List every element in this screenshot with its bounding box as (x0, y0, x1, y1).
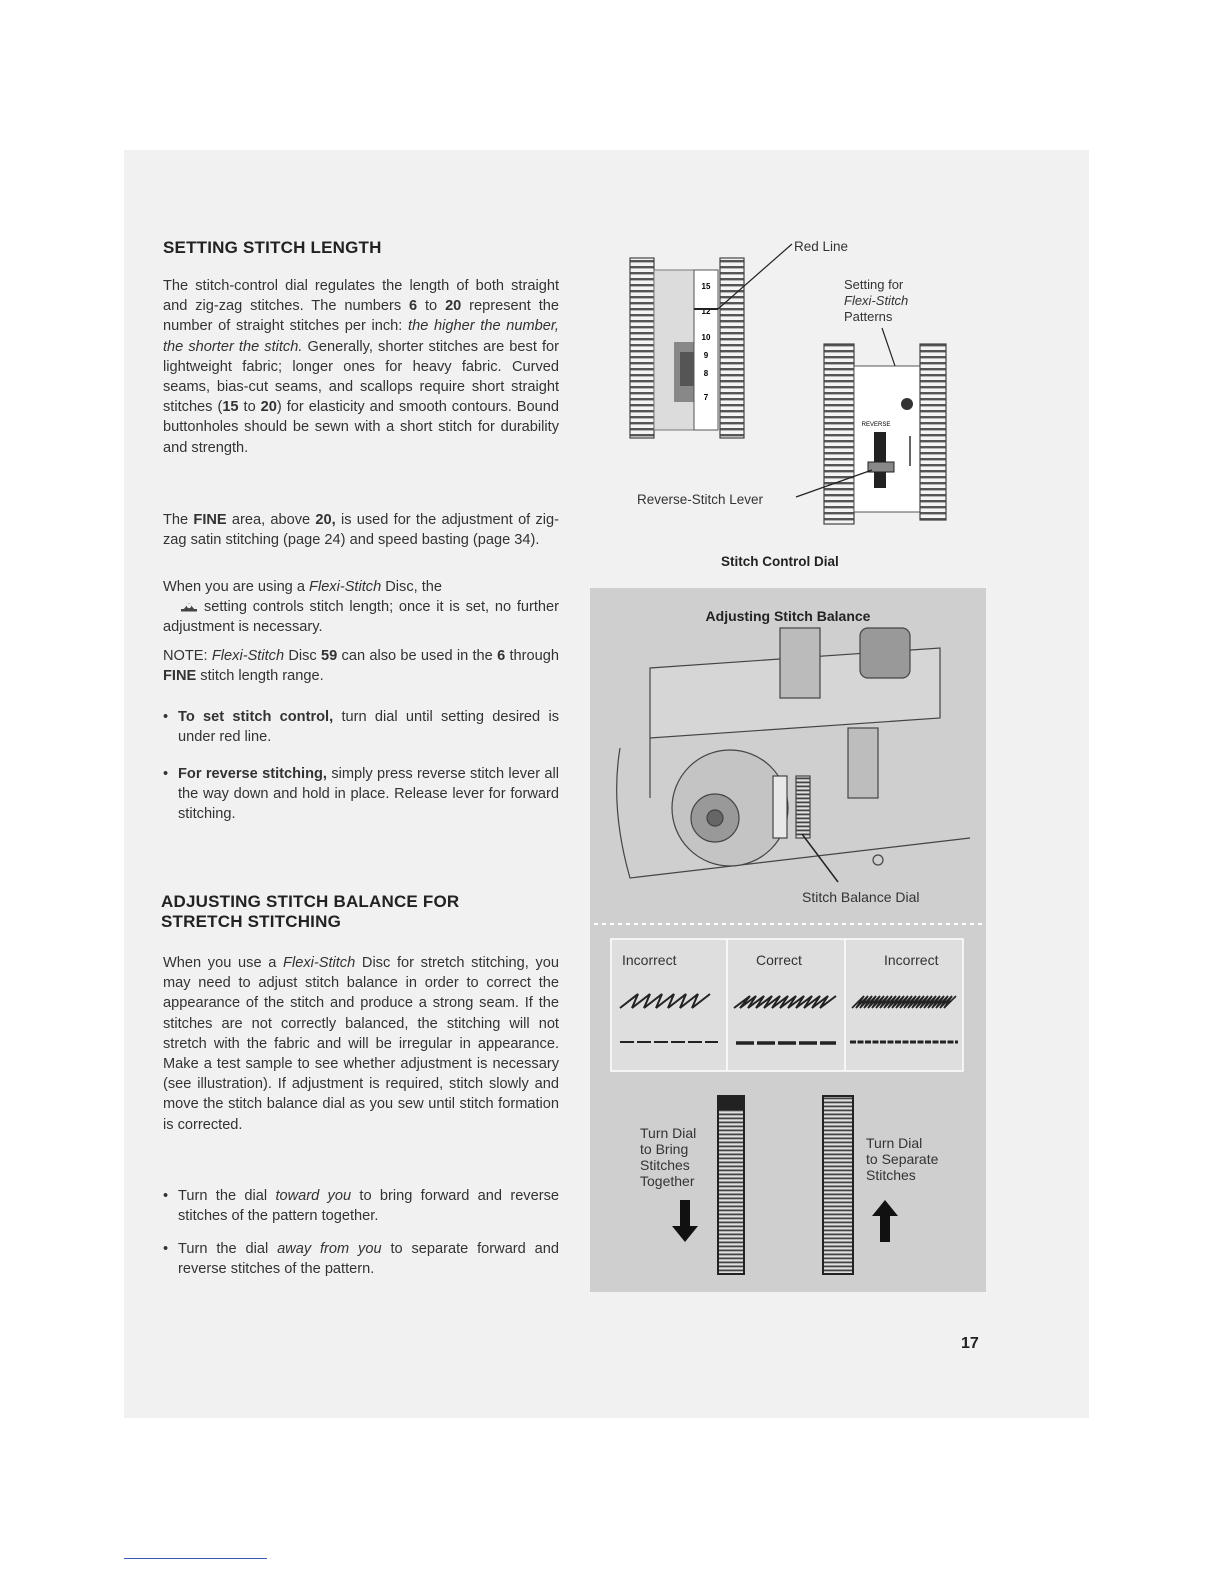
red-line-label: Red Line (794, 240, 849, 254)
bullet-reverse-stitching: • For reverse stitching, simply press reverse stitch lever all the way down and hold in place. Release lever for forward stitching. (163, 766, 559, 823)
stitch-balance-dial-label: Stitch Balance Dial (802, 889, 920, 905)
setting-label: Setting for (844, 277, 904, 292)
bullet-turn-away: • Turn the dial away from you to separate forward and reverse stitches of the pattern. (163, 1241, 559, 1278)
dial-number: 7 (703, 393, 709, 402)
machine-sketch (617, 628, 970, 878)
balance-dial-right (823, 1096, 853, 1274)
dial-number: 10 (701, 333, 711, 342)
stitch-length-dial (630, 258, 744, 438)
flexi-stitch-paragraph: When you are using a Flexi-Stitch Disc, the setting controls stitch length; once it is set, no further adjustment is necessary. (163, 579, 559, 636)
stitch-length-paragraph: The stitch-control dial regulates the length of both straight and zig-zag stitches. The numbers 6 to 20 represent the number of straight stitches per inch: the higher the number, the shorter the stitch. Generally, shorter stitches are best for lightweight fabric; longer ones for heavy fabric. Curved seams, bias-cut seams, and scallops require short straight stitches (15 to 20) for elasticity and smooth contours. Bound buttonholes should be sewn with a short stitch for durability and strength. (163, 278, 560, 456)
dial-number: 9 (703, 351, 709, 360)
fine-area-paragraph: The FINE area, above 20, is used for the adjustment of zig-zag satin stitching (page 24) and speed basting (page 34). (163, 512, 559, 549)
footer-rule (124, 1558, 267, 1559)
turn-dial-separate-label: to Separate (866, 1151, 939, 1167)
arrow-up-icon (872, 1200, 898, 1242)
column-header-incorrect-2: Incorrect (884, 952, 939, 968)
stitch-comparison-table (611, 939, 963, 1071)
stitch-balance-paragraph: When you use a Flexi-Stitch Disc for stretch stitching, you may need to adjust stitch balance in order to correct the appearance of the stitch and produce a strong seam. If the stitches are not correctly balanced, the stitching will not stretch with the fabric and will be irregular in appearance. Make a test sample to see whether adjustment is necessary (see illustration). If adjustment is required, stitch slowly and move the stitch balance dial as you sew until stitch formation is corrected. (163, 955, 559, 1133)
stitch-balance-title: Adjusting Stitch Balance (705, 608, 871, 624)
dial-number: 8 (703, 369, 709, 378)
dial-number: 15 (701, 282, 711, 291)
reverse-plate-text: REVERSE (861, 422, 891, 428)
turn-dial-together-label: to Bring (640, 1141, 689, 1157)
section-heading-stitch-length: SETTING STITCH LENGTH (163, 238, 382, 257)
stitch-control-dial-illustration (620, 240, 960, 530)
bullet-turn-toward: • Turn the dial toward you to bring forward and reverse stitches of the pattern together. (163, 1188, 559, 1225)
flexi-stitch-setting-icon (180, 600, 198, 612)
bullet-set-stitch-control: • To set stitch control, turn dial until setting desired is under red line. (163, 709, 559, 746)
balance-dial-left (718, 1096, 744, 1274)
turn-dial-together-label: Stitches (640, 1157, 690, 1173)
turn-dial-together-label: Together (640, 1173, 695, 1189)
reverse-stitch-assembly (824, 344, 946, 524)
setting-label: Patterns (844, 309, 893, 324)
turn-dial-separate-label: Stitches (866, 1167, 916, 1183)
turn-dial-together-label: Turn Dial (640, 1125, 697, 1141)
turn-dial-separate-label: Turn Dial (866, 1135, 923, 1151)
section-heading-stitch-balance: ADJUSTING STITCH BALANCE FOR STRETCH STITCHING (161, 892, 460, 931)
stitch-control-dial-caption: Stitch Control Dial (721, 554, 839, 569)
arrow-down-icon (672, 1200, 698, 1242)
column-header-incorrect: Incorrect (622, 952, 677, 968)
stitch-balance-illustration (590, 588, 986, 1292)
stitch-balance-panel (590, 588, 986, 1292)
reverse-stitch-lever-label: Reverse-Stitch Lever (637, 492, 764, 507)
dial-number: 12 (701, 307, 711, 316)
note-paragraph: NOTE: Flexi-Stitch Disc 59 can also be used in the 6 through FINE stitch length range. (163, 648, 560, 685)
page-number: 17 (961, 1335, 979, 1352)
setting-label-flexi: Flexi-Stitch (844, 293, 909, 308)
column-header-correct: Correct (756, 952, 802, 968)
